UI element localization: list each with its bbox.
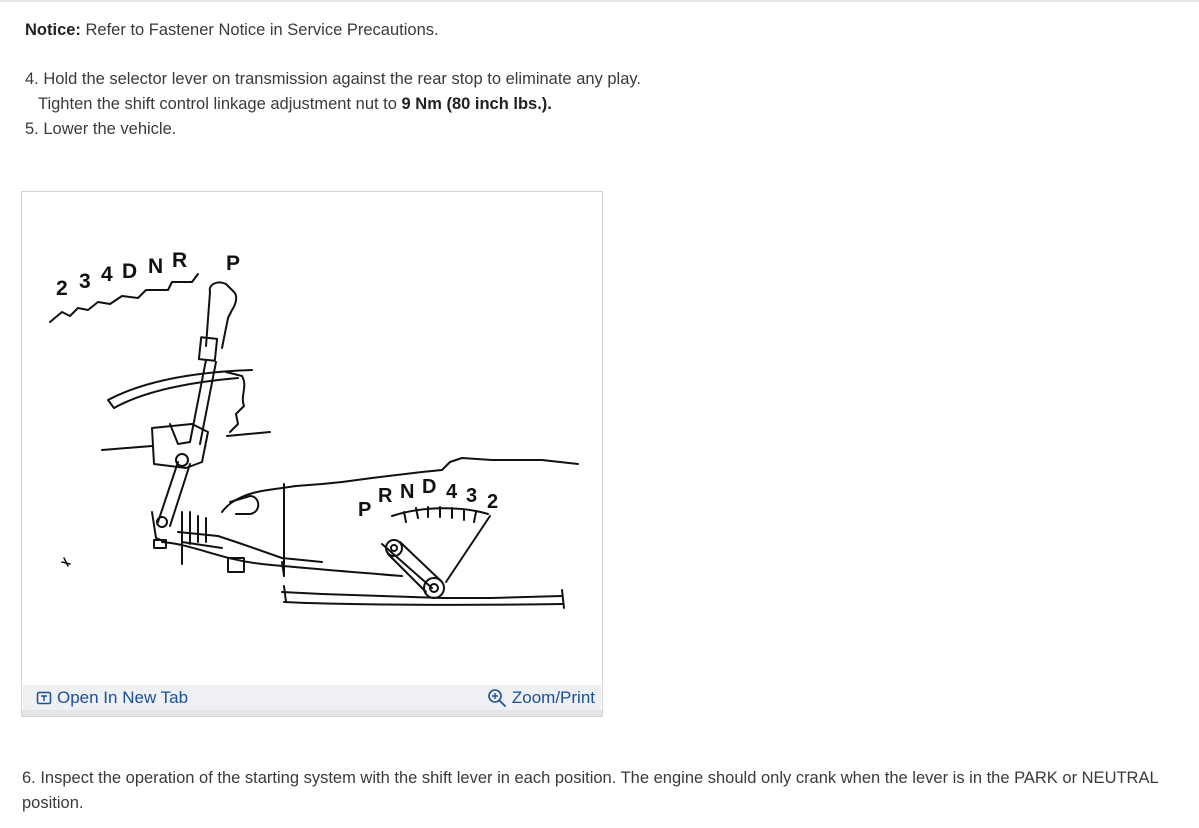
- upper-label-d: D: [122, 260, 138, 283]
- upper-label-2: 2: [56, 277, 68, 300]
- zoom-in-icon: [487, 688, 507, 708]
- upper-label-p: P: [226, 252, 241, 275]
- top-border: [0, 0, 1199, 2]
- lower-label-r: R: [378, 485, 393, 507]
- open-new-tab-icon: [36, 690, 52, 706]
- torque-value: 9 Nm (80 inch lbs.).: [401, 95, 552, 113]
- lower-label-3: 3: [466, 485, 478, 507]
- step-6: 6. Inspect the operation of the starting system with the shift lever in each position. The engine should only crank when the lever is in the PARK or NEUTRAL position.: [22, 769, 1159, 812]
- open-in-new-tab-label: Open In New Tab: [57, 688, 189, 707]
- lower-label-p: P: [358, 499, 372, 521]
- notice-text: Refer to Fastener Notice in Service Precautions.: [80, 21, 439, 39]
- lower-label-n: N: [400, 481, 415, 503]
- linkage-figure: [21, 191, 603, 717]
- upper-label-4: 4: [101, 263, 113, 286]
- step-5: 5. Lower the vehicle.: [25, 120, 177, 138]
- step-4-line-1: 4. Hold the selector lever on transmission against the rear stop to eliminate any play.: [25, 70, 642, 88]
- lower-label-4: 4: [446, 481, 458, 503]
- torque-instruction: Tighten the shift control linkage adjustment nut to: [38, 95, 402, 113]
- notice-label: Notice:: [25, 21, 81, 39]
- step-4-line-2: [38, 92, 552, 117]
- figure-bottom-edge: [22, 710, 602, 716]
- upper-label-n: N: [148, 255, 164, 278]
- lower-label-d: D: [422, 476, 437, 498]
- open-in-new-tab-link[interactable]: [36, 688, 188, 708]
- upper-label-3: 3: [79, 270, 91, 293]
- lower-label-2: 2: [487, 491, 499, 513]
- zoom-print-link[interactable]: [487, 688, 595, 708]
- upper-label-r: R: [172, 249, 188, 272]
- fastener-notice: [25, 18, 439, 43]
- shift-linkage-diagram: [22, 192, 602, 684]
- zoom-print-label: Zoom/Print: [511, 688, 595, 707]
